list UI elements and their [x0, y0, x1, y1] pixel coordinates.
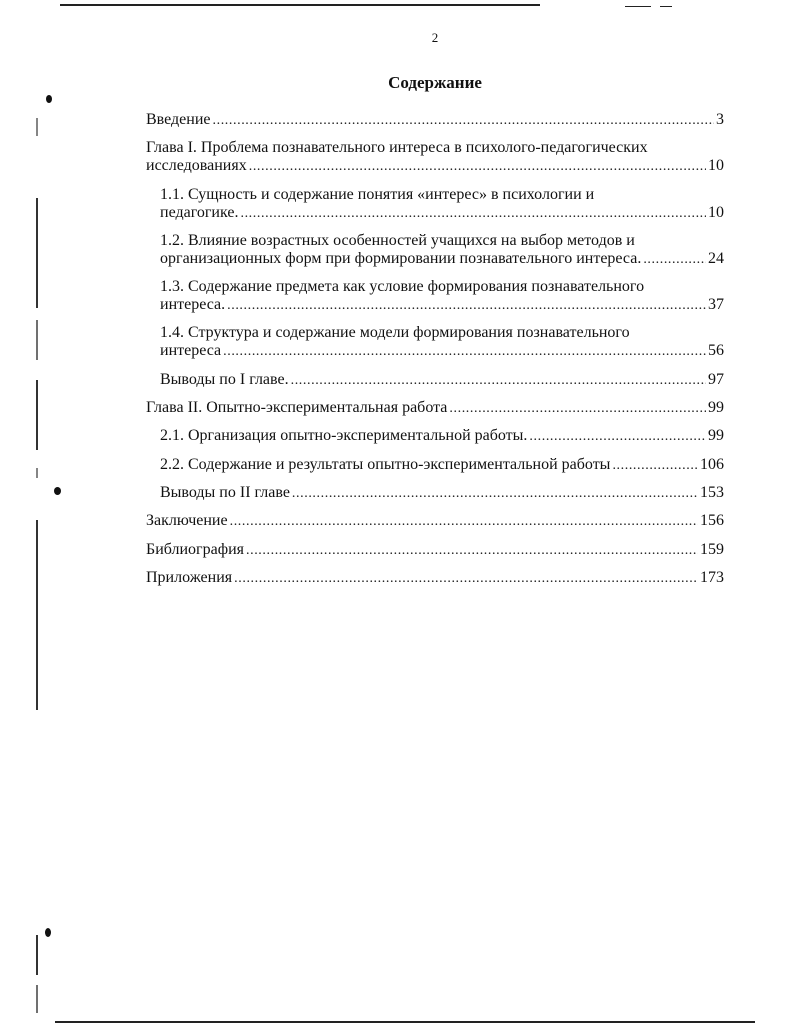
- toc-entry-text: Заключение: [146, 512, 228, 530]
- toc-entry-line: [146, 569, 724, 588]
- toc-entry-line: [160, 484, 724, 503]
- toc-entry-text: Глава I. Проблема познавательного интереса в психолого-педагогических: [146, 139, 648, 157]
- dot-leader: [643, 251, 706, 269]
- dot-leader: [227, 297, 706, 315]
- toc-page-number: 10: [708, 203, 724, 221]
- binding-mark: [36, 380, 38, 450]
- toc-entry-text: 2.2. Содержание и результаты опытно-экспериментальной работы: [160, 455, 611, 473]
- dot-leader: [291, 372, 706, 390]
- toc-page-number: 97: [708, 370, 724, 388]
- binding-mark: [36, 198, 38, 308]
- binding-mark: [36, 118, 38, 136]
- toc-entry-text: педагогике.: [160, 203, 239, 221]
- binding-mark: [36, 468, 38, 478]
- page-number: 2: [431, 30, 439, 45]
- toc-entry: [146, 569, 724, 588]
- toc-entry: [160, 456, 724, 475]
- toc-entry-line: [160, 427, 724, 446]
- toc-entry: [160, 371, 724, 390]
- toc-entry: [146, 512, 724, 531]
- toc-entry-text: 1.2. Влияние возрастных особенностей учащихся на выбор методов и: [160, 231, 635, 249]
- toc-entry-text: исследованиях: [146, 157, 247, 175]
- binding-mark: [36, 935, 38, 975]
- binding-mark: [36, 985, 38, 1013]
- toc-page-number: 106: [700, 455, 724, 473]
- toc-entry-text: организационных форм при формировании познавательного интереса.: [160, 249, 642, 267]
- toc-entry: [160, 324, 724, 361]
- toc-entry-line: [146, 399, 724, 418]
- toc-page-number: 159: [700, 540, 724, 558]
- toc-entry-text: интереса.: [160, 296, 226, 314]
- toc-entry-line: [146, 111, 724, 130]
- binding-mark: [36, 520, 38, 710]
- toc-entry-text: 1.3. Содержание предмета как условие формирования познавательного: [160, 278, 645, 296]
- toc-entry-line: [146, 512, 724, 531]
- toc-page-number: 10: [708, 157, 724, 175]
- scan-edge-line: [625, 6, 651, 7]
- scan-edge-line: [60, 4, 540, 6]
- dot-leader: [612, 457, 698, 475]
- toc-entry-line: [160, 204, 724, 223]
- toc-page-number: 99: [708, 427, 724, 445]
- toc-entry-line: [146, 157, 724, 176]
- dot-leader: [449, 400, 706, 418]
- toc-entry: [160, 484, 724, 503]
- toc-entry-text: Приложения: [146, 568, 233, 586]
- toc-page-number: 99: [708, 399, 724, 417]
- dot-leader: [234, 570, 698, 588]
- toc-page-number: 173: [700, 568, 724, 586]
- toc-entry-text: интереса: [160, 342, 222, 360]
- toc-entry: [146, 139, 724, 176]
- toc-entry-text: 1.4. Структура и содержание модели формирования познавательного: [160, 324, 630, 342]
- dot-leader: [292, 485, 698, 503]
- punch-hole-mark: [54, 487, 61, 495]
- toc-entry-text: Библиография: [146, 540, 244, 558]
- toc-page-number: 153: [700, 483, 724, 501]
- punch-hole-mark: [45, 928, 51, 937]
- dot-leader: [230, 513, 698, 531]
- dot-leader: [223, 343, 706, 361]
- toc-page-number: 156: [700, 512, 724, 530]
- toc-entry: [146, 399, 724, 418]
- punch-hole-mark: [46, 95, 52, 103]
- toc-entry-line: [160, 371, 724, 390]
- toc-entry-text: 2.1. Организация опытно-экспериментальной работы.: [160, 427, 528, 445]
- dot-leader: [240, 205, 706, 223]
- toc-page-number: 56: [708, 342, 724, 360]
- toc-entry: [160, 427, 724, 446]
- toc-entry-line: [160, 296, 724, 315]
- toc-entry-text: Введение: [146, 111, 211, 128]
- toc-page-number: 24: [708, 249, 724, 267]
- toc-entry-line: [160, 456, 724, 475]
- page-title: Содержание: [388, 73, 482, 92]
- toc-entry-line: [160, 250, 724, 269]
- toc-entry: [160, 232, 724, 269]
- binding-mark: [36, 320, 38, 360]
- toc-entry-text: Глава II. Опытно-экспериментальная работа: [146, 399, 448, 417]
- toc-entry-text: Выводы по I главе.: [160, 370, 289, 388]
- toc-entry: [160, 186, 724, 223]
- dot-leader: [246, 542, 698, 560]
- toc-entry-line: [146, 541, 724, 560]
- toc-page-number: 3: [716, 111, 724, 128]
- table-of-contents: [146, 111, 724, 597]
- scan-edge-line: [55, 1021, 755, 1023]
- dot-leader: [249, 158, 706, 176]
- toc-entry: [146, 541, 724, 560]
- toc-entry: [146, 111, 724, 130]
- toc-entry-line: [160, 342, 724, 361]
- toc-entry: [160, 278, 724, 315]
- toc-page-number: 37: [708, 296, 724, 314]
- dot-leader: [213, 112, 715, 130]
- toc-entry-text: 1.1. Сущность и содержание понятия «интерес» в психологии и: [160, 185, 595, 203]
- toc-entry-text: Выводы по II главе: [160, 483, 290, 501]
- scan-edge-line: [660, 6, 672, 7]
- dot-leader: [529, 428, 706, 446]
